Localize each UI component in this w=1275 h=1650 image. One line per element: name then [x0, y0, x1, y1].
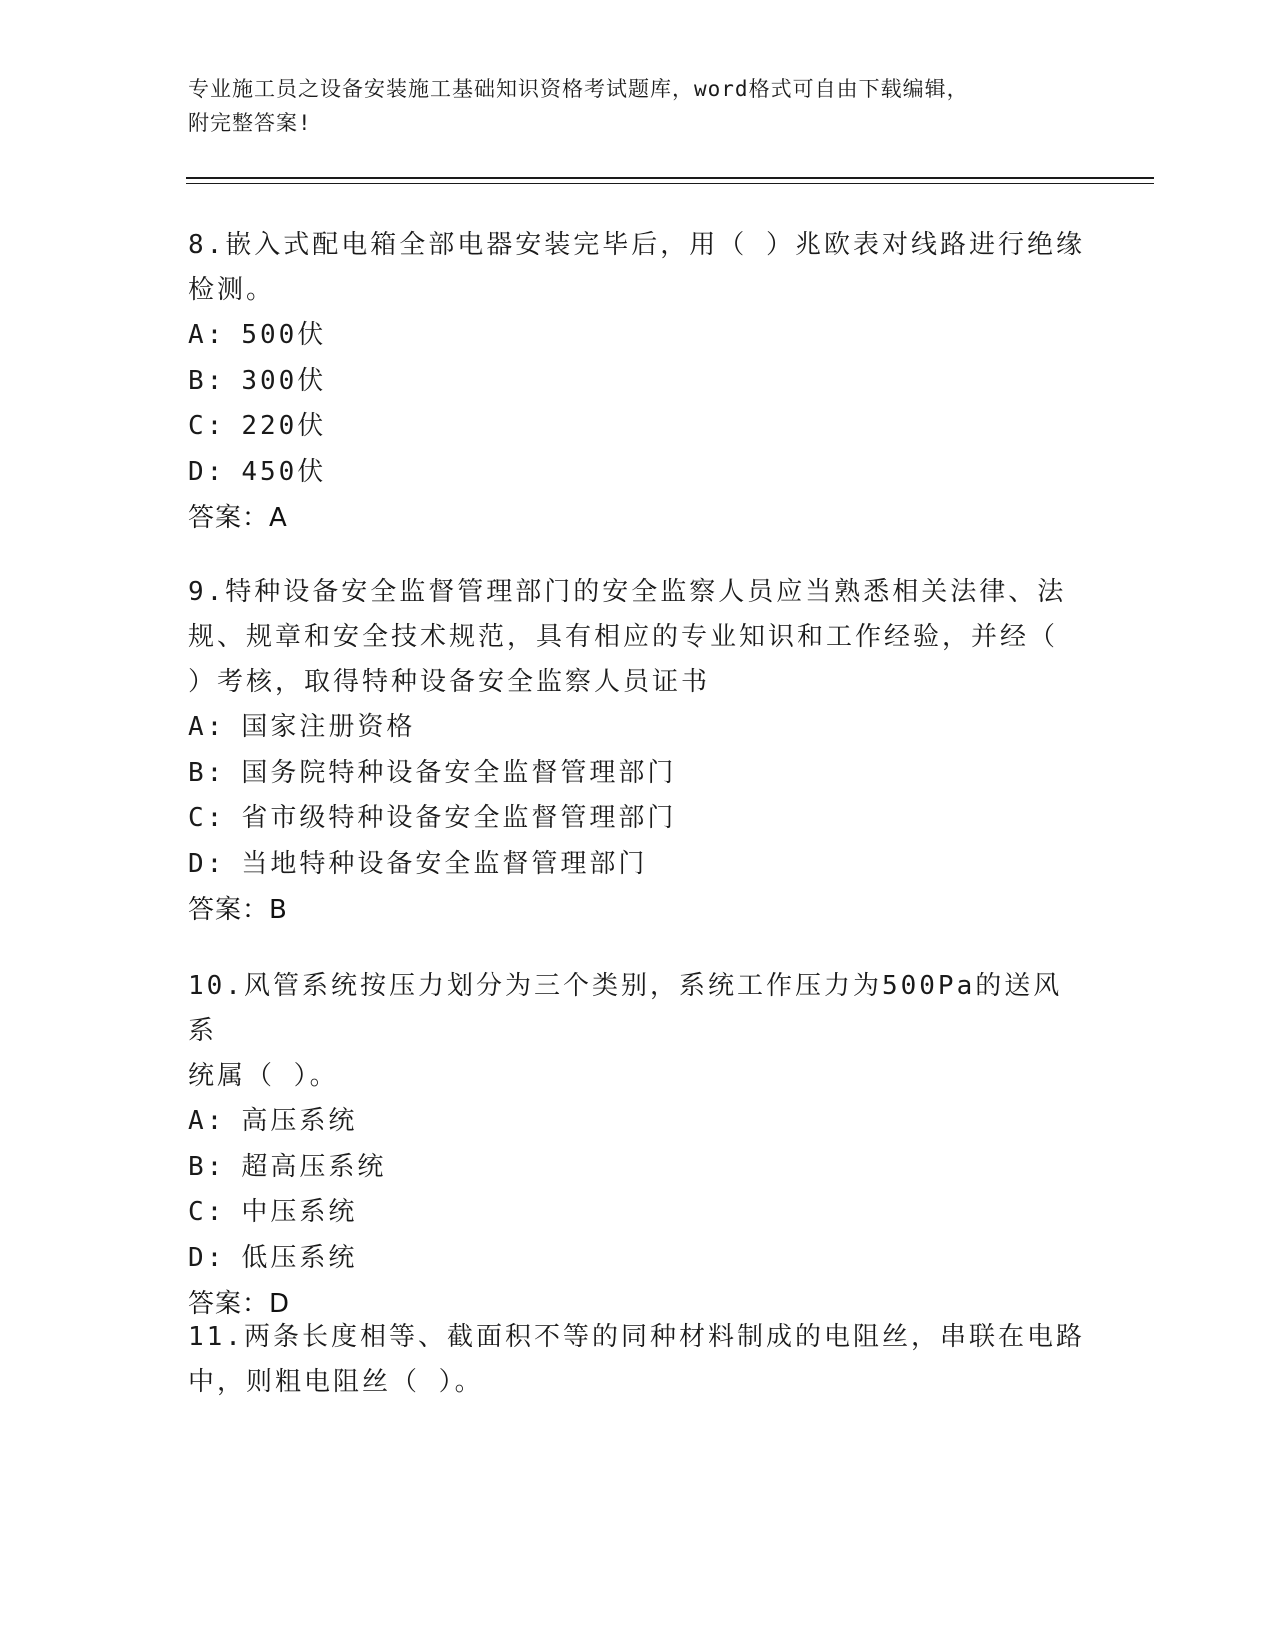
option-b	[188, 1145, 1088, 1191]
option-c	[188, 796, 1088, 842]
option-b	[188, 751, 1088, 797]
option-text: 高压系统	[241, 1106, 358, 1136]
answer-label: 答案：B	[188, 895, 288, 925]
option-text: 450伏	[241, 456, 327, 487]
option-text: 低压系统	[241, 1242, 358, 1273]
option-text: 300伏	[241, 365, 327, 396]
question-8	[188, 223, 1088, 541]
question-10	[188, 964, 1088, 1327]
question-stem-line: 11.两条长度相等、截面积不等的同种材料制成的电阻丝，串联在电路	[188, 1322, 1085, 1352]
option-d	[188, 450, 1088, 496]
option-letter: D:	[188, 848, 226, 879]
option-letter: B:	[188, 365, 226, 396]
option-text: 省市级特种设备安全监督管理部门	[241, 803, 677, 833]
document-header	[188, 72, 1088, 140]
option-letter: B:	[188, 757, 226, 788]
option-text: 国务院特种设备安全监督管理部门	[241, 757, 677, 788]
question-stem-line: ）考核，取得特种设备安全监察人员证书	[188, 667, 711, 697]
option-letter: A:	[188, 320, 226, 350]
question-stem-line: 中，则粗电阻丝（ ）。	[188, 1367, 484, 1397]
question-stem-line: 检测。	[188, 275, 276, 305]
option-letter: D:	[188, 456, 226, 487]
question-stem-line: 9.特种设备安全监督管理部门的安全监察人员应当熟悉相关法律、法	[188, 577, 1067, 607]
option-text: 超高压系统	[241, 1151, 387, 1182]
header-line-2: 附完整答案!	[188, 111, 312, 135]
option-letter: C:	[188, 1197, 226, 1227]
option-text: 国家注册资格	[241, 712, 416, 742]
option-letter: C:	[188, 803, 226, 833]
option-d	[188, 842, 1088, 888]
header-divider-thick	[186, 177, 1154, 179]
option-a	[188, 313, 1088, 359]
option-letter: B:	[188, 1151, 226, 1182]
question-stem-line: 统属（ ）。	[188, 1061, 339, 1091]
option-c	[188, 404, 1088, 450]
option-letter: A:	[188, 1106, 226, 1136]
question-11	[188, 1315, 1088, 1405]
option-text: 当地特种设备安全监督管理部门	[241, 848, 648, 879]
option-a	[188, 1099, 1088, 1145]
question-9	[188, 570, 1088, 933]
option-d	[188, 1236, 1088, 1282]
question-stem-line: 10.风管系统按压力划分为三个类别，系统工作压力为500Pa的送风系	[188, 971, 1063, 1046]
header-line-1: 专业施工员之设备安装施工基础知识资格考试题库，word格式可自由下载编辑，	[188, 77, 969, 101]
option-text: 中压系统	[241, 1197, 358, 1227]
answer-label: 答案：D	[188, 1289, 291, 1319]
option-letter: D:	[188, 1242, 226, 1273]
option-b	[188, 359, 1088, 405]
answer-label: 答案：A	[188, 503, 288, 533]
question-stem-line: 规、规章和安全技术规范，具有相应的专业知识和工作经验，并经（	[188, 622, 1059, 652]
question-stem-line: 8.嵌入式配电箱全部电器安装完毕后，用（ ）兆欧表对线路进行绝缘	[188, 230, 1085, 260]
option-c	[188, 1190, 1088, 1236]
option-letter: A:	[188, 712, 226, 742]
option-text: 500伏	[241, 320, 327, 350]
option-letter: C:	[188, 411, 226, 441]
option-text: 220伏	[241, 411, 327, 441]
header-divider-thin	[186, 183, 1154, 184]
option-a	[188, 705, 1088, 751]
